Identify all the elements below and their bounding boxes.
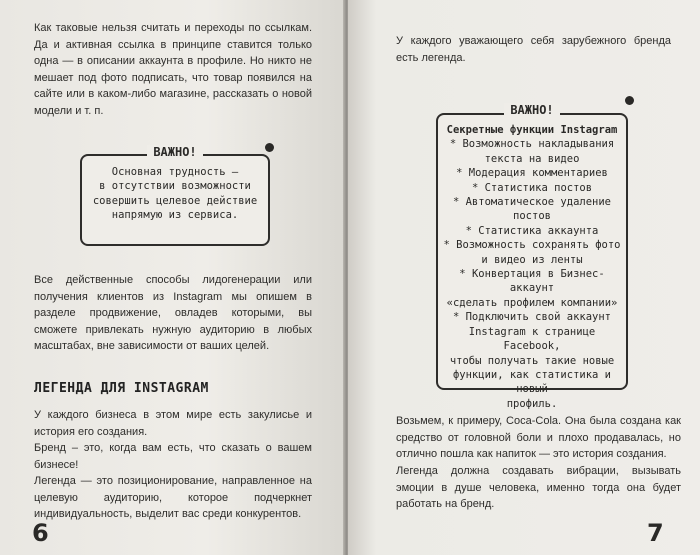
callout-body	[438, 115, 626, 411]
section-heading: ЛЕГЕНДА ДЛЯ INSTAGRAM	[34, 381, 209, 396]
callout-line: напрямую из сервиса.	[111, 209, 239, 222]
right-paragraph-2: Возьмем, к примеру, Coca-Cola. Она была создана как средство от головной боли и плохо продавалась, но отлично пошла как напиток — это история создания.	[396, 415, 681, 460]
callout-body	[82, 156, 268, 223]
callout-line: текста на видео	[484, 152, 580, 165]
left-paragraph-5: Легенда — это позиционирование, направленное на целевую аудиторию, которое подчеркнет индивидуальность, выделит вас среди конкурентов.	[34, 475, 312, 520]
right-page	[348, 0, 700, 555]
left-paragraph-3: У каждого бизнеса в этом мире есть закулисье и история его создания.	[34, 409, 312, 438]
callout-line: Основная трудность —	[111, 166, 239, 178]
left-paragraph-4: Бренд – это, когда вам есть, что сказать о вашем бизнесе!	[34, 442, 312, 471]
callout-line: профиль.	[506, 397, 558, 410]
callout-dot-icon	[625, 96, 634, 105]
left-paragraph-2: Все действенные способы лидогенерации или получения клиентов из Instagram мы опишем в разделе продвижение, овладев которыми, вы сможете привлекать нужную аудиторию в любых масштабах, вне зависимости от ваших целей.	[34, 274, 312, 352]
page-number-left: 6	[32, 519, 49, 547]
callout-line: в отсутствии возможности	[99, 180, 251, 193]
callout-title: ВАЖНО!	[147, 145, 202, 159]
callout-title: ВАЖНО!	[504, 103, 559, 117]
callout-line: * Модерация комментариев	[456, 167, 608, 180]
callout-line: чтобы получать такие новые	[449, 354, 615, 367]
callout-line: * Подключить свой аккаунт	[452, 311, 612, 324]
right-paragraph-1: У каждого уважающего себя зарубежного бренда есть легенда.	[396, 35, 671, 64]
callout-subtitle: Секретные функции Instagram	[446, 124, 618, 136]
callout-line: * Возможность сохранять фото	[443, 239, 621, 252]
callout-line: и видео из ленты	[481, 253, 583, 266]
left-important-callout	[80, 145, 270, 246]
callout-line: функции, как статистика и новый	[452, 368, 612, 396]
callout-line: * Статистика постов	[471, 181, 593, 194]
page-number-right: 7	[647, 519, 664, 547]
callout-line: * Возможность накладывания	[449, 138, 615, 151]
right-paragraph-3: Легенда должна создавать вибрации, вызывать эмоции в душе человека, именно тогда она будет работать на бренд.	[396, 465, 681, 510]
callout-line: Instagram к странице Facebook,	[468, 325, 596, 353]
left-paragraph-1: Как таковые нельзя считать и переходы по ссылкам. Да и активная ссылка в принципе ставится только одна — в описании аккаунта в профиле. Но никто не мешает под фото подписать, что товар появился на сайте или в каком-либо магазине, рассказать о новой модели и т. п.	[34, 22, 312, 117]
left-page	[0, 0, 345, 555]
callout-line: совершить целевое действие	[92, 194, 258, 207]
right-important-callout	[436, 103, 628, 410]
callout-line: * Автоматическое удаление постов	[452, 196, 612, 223]
callout-line: * Конвертация в Бизнес-аккаунт	[459, 268, 605, 295]
callout-line: * Статистика аккаунта	[465, 224, 599, 237]
callout-line: «сделать профилем компании»	[446, 296, 618, 309]
